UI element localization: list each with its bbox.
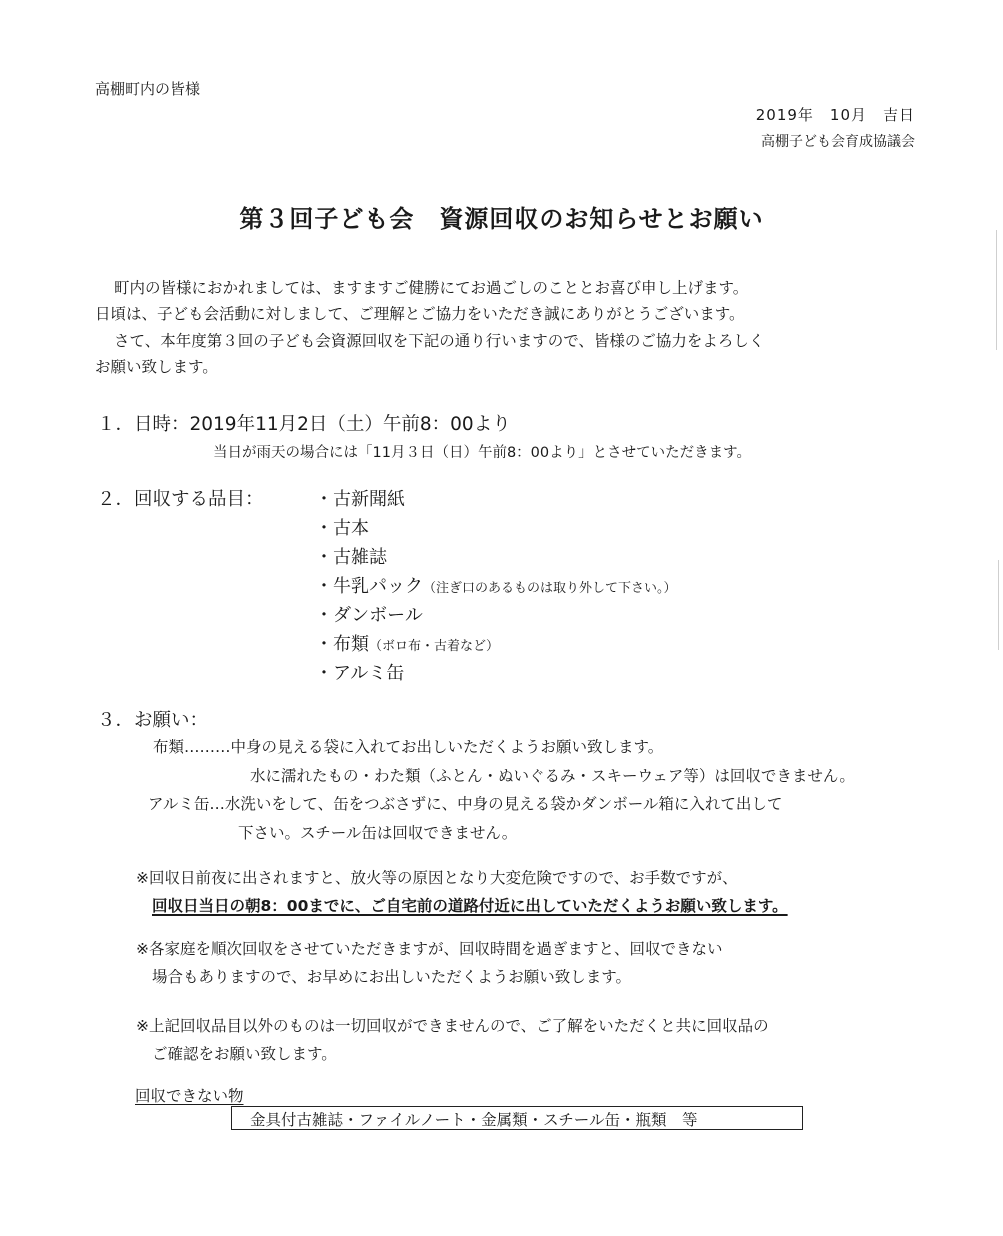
scan-edge-line bbox=[998, 560, 999, 650]
collect-item bbox=[315, 601, 423, 627]
intro-line: さて、本年度第３回の子ども会資源回収を下記の通り行いますので、皆様のご協力をよろしく bbox=[114, 332, 765, 350]
item-label: ・古雑誌 bbox=[315, 547, 387, 568]
item-label: ・アルミ缶 bbox=[315, 663, 405, 684]
section-datetime-heading: １．日時：2019年11月2日（土）午前8：00より bbox=[97, 414, 511, 435]
request-cloth-line: 布類………中身の見える袋に入れてお出しいただくようお願い致します。 bbox=[153, 738, 664, 756]
warning-emphasis-line: 回収日当日の朝8：00までに、ご自宅前の道路付近に出していただくようお願い致します。 bbox=[152, 897, 788, 915]
item-label: ・牛乳パック bbox=[315, 576, 423, 597]
organization: 高棚子ども会育成協議会 bbox=[761, 134, 915, 150]
collect-item bbox=[315, 572, 677, 598]
addressee: 高棚町内の皆様 bbox=[95, 80, 201, 98]
scan-edge-line bbox=[996, 230, 997, 350]
item-label: ・古新聞紙 bbox=[315, 489, 405, 510]
request-can-line: 下さい。スチール缶は回収できません。 bbox=[238, 824, 518, 842]
item-label: ・古本 bbox=[315, 518, 369, 539]
not-collected-list: 金具付古雑誌・ファイルノート・金属類・スチール缶・瓶類 等 bbox=[250, 1111, 698, 1129]
warning-line: ※回収日前夜に出されますと、放火等の原因となり大変危険ですので、お手数ですが、 bbox=[136, 869, 738, 887]
intro-line: 日頃は、子ども会活動に対しまして、ご理解とご協力をいただき誠にありがとうございます。 bbox=[95, 305, 745, 323]
rain-note: 当日が雨天の場合には「11月３日（日）午前8：00より」とさせていただきます。 bbox=[213, 445, 751, 461]
warning-line: ※上記回収品目以外のものは一切回収ができませんので、ご了解をいただくと共に回収品の bbox=[136, 1017, 769, 1035]
item-note: （ボロ布・古着など） bbox=[369, 639, 500, 654]
item-label: ・ダンボール bbox=[315, 605, 423, 626]
warning-line: 場合もありますので、お早めにお出しいただくようお願い致します。 bbox=[152, 968, 631, 986]
collect-item bbox=[315, 630, 499, 656]
request-cloth-line: 水に濡れたもの・わた類（ふとん・ぬいぐるみ・スキーウェア等）は回収できません。 bbox=[250, 767, 855, 785]
collect-item bbox=[315, 659, 404, 685]
section-items-heading: ２．回収する品目： bbox=[97, 489, 264, 510]
intro-line: 町内の皆様におかれましては、ますますご健勝にてお過ごしのこととお喜び申し上げます。 bbox=[114, 279, 749, 297]
intro-line: お願い致します。 bbox=[95, 358, 218, 376]
page-title: 第３回子ども会 資源回収のお知らせとお願い bbox=[239, 205, 764, 233]
warning-line: ご確認をお願い致します。 bbox=[152, 1045, 337, 1063]
request-can-line: アルミ缶…水洗いをして、缶をつぶさずに、中身の見える袋かダンボール箱に入れて出して bbox=[148, 795, 783, 813]
collect-item bbox=[315, 543, 387, 569]
item-note: （注ぎ口のあるものは取り外して下さい。） bbox=[423, 581, 677, 596]
collect-item bbox=[315, 485, 405, 511]
issue-date: 2019年 10月 吉日 bbox=[755, 106, 915, 124]
collect-item bbox=[315, 514, 369, 540]
warning-line: ※各家庭を順次回収をさせていただきますが、回収時間を過ぎますと、回収できない bbox=[136, 940, 723, 958]
not-collected-heading: 回収できない物 bbox=[135, 1087, 244, 1105]
item-label: ・布類 bbox=[315, 634, 369, 655]
section-request-heading: ３．お願い： bbox=[97, 710, 209, 731]
